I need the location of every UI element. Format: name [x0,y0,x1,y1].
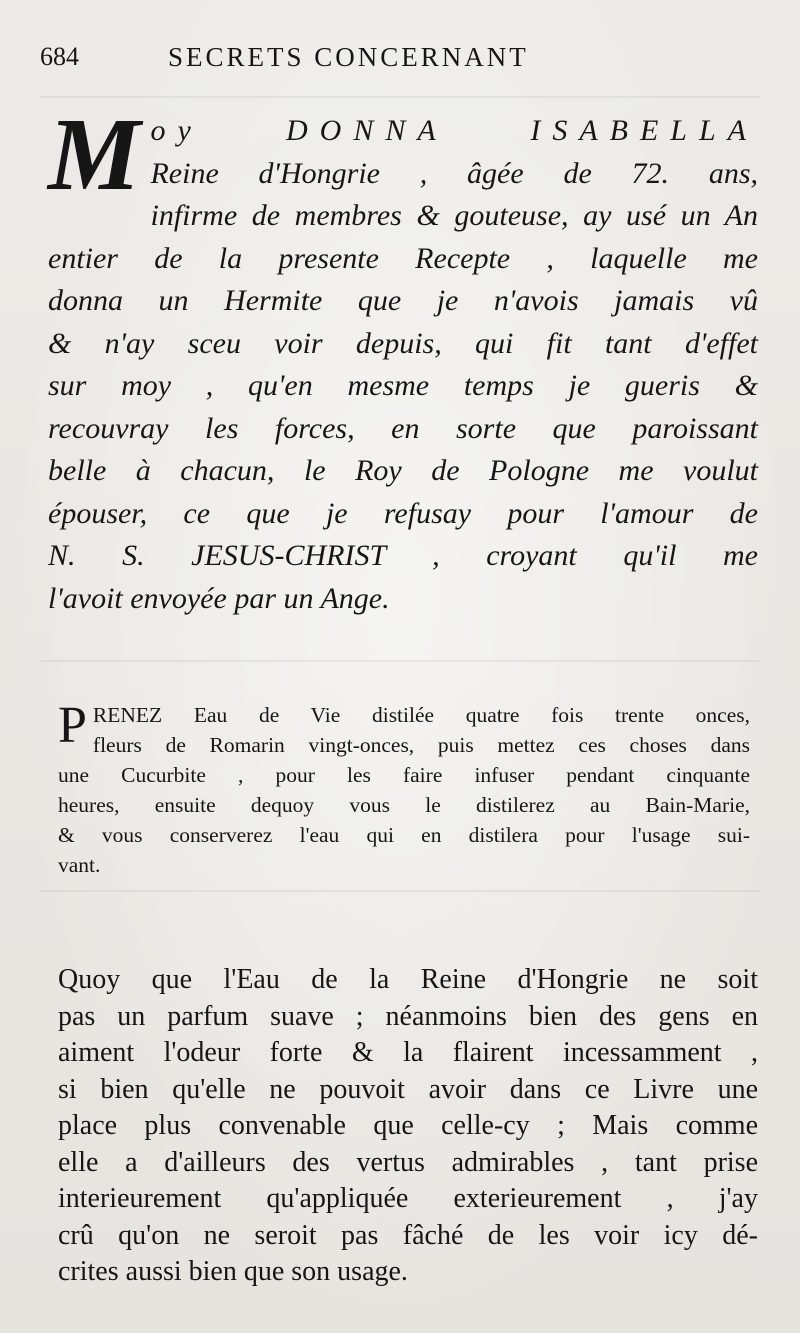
text-line: sur moy , qu'en mesme temps je gueris & [48,369,758,402]
bleed-through-shadow [40,96,760,98]
text-line: entier de la presente Recepte , laquelle me [48,241,758,275]
text-line: si bien qu'elle ne pouvoit avoir dans ce Livre une [58,1073,758,1105]
text-line: & vous conserverez l'eau qui en distilera pour l'usage sui- [58,823,750,847]
running-title: SECRETS CONCERNANT [168,42,529,72]
text-line: crû qu'on ne seroit pas fâché de les voir icy dé- [58,1219,758,1251]
page-number: 684 [40,42,79,71]
text-line: fleurs de Romarin vingt-onces, puis mettez ces choses dans [92,733,750,757]
text-line: & n'ay sceu voir depuis, qui fit tant d'effet [48,326,758,360]
text-line: place plus convenable que celle-cy ; Mais comme [58,1110,758,1141]
text-line: l'avoit envoyée par un Ange. [48,581,390,615]
text-line: une Cucurbite , pour les faire infuser pendant cinquante [58,763,750,787]
text-line: donna un Hermite que je n'avois jamais vû [48,284,758,317]
text-line: infirme de membres & gouteuse, ay usé un An [150,199,758,232]
text-line: RENEZ Eau de Vie distilée quatre fois trente onces, [92,703,750,727]
text-line: Quoy que l'Eau de la Reine d'Hongrie ne soit [58,964,758,995]
running-head [40,38,760,78]
text-line: épouser, ce que je refusay pour l'amour de [48,496,758,530]
text-line: interieurement qu'appliquée exterieurement , j'ay [58,1183,758,1214]
text-line: elle a d'ailleurs des vertus admirables , tant prise [58,1146,758,1178]
closing-paragraph [58,962,758,1291]
text-line: oy DONNA ISABELLA [150,114,758,147]
text-line: N. S. JESUS-CHRIST , croyant qu'il me [48,539,758,572]
text-line: heures, ensuite dequoy vous le distilerez au Bain-Marie, [58,793,750,817]
text-line: pas un parfum suave ; néanmoins bien des gens en [58,1000,758,1032]
text-line: belle à chacun, le Roy de Pologne me voulut [48,454,758,487]
text-line: aiment l'odeur forte & la flairent incessamment , [58,1037,758,1068]
text-line: vant. [58,853,101,877]
text-line: crites aussi bien que son usage. [58,1256,408,1287]
text-line: Reine d'Hongrie , âgée de 72. ans, [150,156,758,190]
drop-cap: M [48,97,141,212]
bleed-through-shadow [40,890,760,892]
recipe-paragraph [58,697,750,880]
drop-cap: P [58,697,87,754]
text-line: recouvray les forces, en sorte que paroissant [48,411,758,445]
bleed-through-shadow [40,660,760,662]
testimony-paragraph [48,97,758,620]
